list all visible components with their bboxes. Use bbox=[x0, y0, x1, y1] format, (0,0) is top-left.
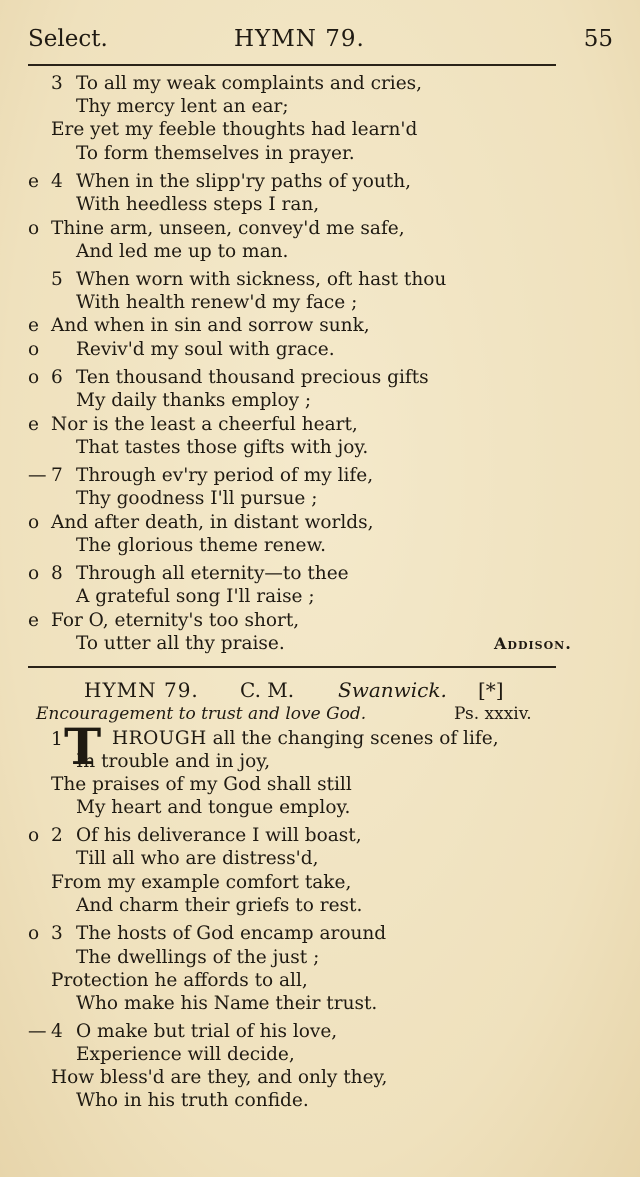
verse-line bbox=[28, 534, 588, 558]
verse-text: In trouble and in joy, bbox=[76, 751, 271, 772]
verse-text: Through ev'ry period of my life, bbox=[76, 465, 374, 486]
hymn-b-subtitle bbox=[36, 704, 596, 726]
hymn-b-first-line bbox=[112, 728, 499, 749]
verse-text: Thine arm, unseen, convey'd me safe, bbox=[51, 218, 405, 239]
verse-line bbox=[28, 922, 588, 946]
verse-text: Experience will decide, bbox=[76, 1044, 295, 1065]
verse-line bbox=[28, 796, 588, 820]
verse-text: My heart and tongue employ. bbox=[76, 797, 351, 818]
dynamics-mark: o bbox=[28, 923, 40, 944]
hymn-b-tune: Swanwick. bbox=[338, 678, 447, 702]
verse-line bbox=[28, 487, 588, 511]
verse-line bbox=[28, 413, 588, 437]
header-section: Select. bbox=[28, 26, 108, 52]
dynamics-mark: e bbox=[28, 315, 39, 336]
verse-text: Who make his Name their trust. bbox=[76, 993, 378, 1014]
verse-text: From my example comfort take, bbox=[51, 872, 352, 893]
header-title: HYMN 79. bbox=[234, 26, 365, 52]
verse-text: The praises of my God shall still bbox=[51, 774, 352, 795]
verse-line bbox=[28, 824, 588, 848]
dynamics-mark: — bbox=[28, 1021, 47, 1042]
verse-line bbox=[28, 946, 588, 970]
author-line bbox=[28, 632, 588, 656]
page-number: 55 bbox=[583, 26, 613, 52]
header-rule bbox=[28, 64, 556, 66]
verse-line bbox=[28, 389, 588, 413]
verse-text: When worn with sickness, oft hast thou bbox=[76, 269, 447, 290]
hymn-b-scripture: Ps. xxxiv. bbox=[454, 704, 532, 724]
verse-text: And when in sin and sorrow sunk, bbox=[51, 315, 370, 336]
verse-number: 3 bbox=[51, 923, 63, 944]
verse-text: And led me up to man. bbox=[76, 241, 289, 262]
verse-text: My daily thanks employ ; bbox=[76, 390, 312, 411]
verse-line bbox=[28, 314, 588, 338]
verse-text: When in the slipp'ry paths of youth, bbox=[76, 171, 412, 192]
verse-number: 4 bbox=[51, 1021, 63, 1042]
dynamics-mark: e bbox=[28, 610, 39, 631]
verse-text: To utter all thy praise. bbox=[76, 633, 285, 654]
verse-line bbox=[28, 170, 588, 194]
verse-line bbox=[28, 1089, 588, 1113]
verse-text: For O, eternity's too short, bbox=[51, 610, 300, 631]
verse-text: A grateful song I'll raise ; bbox=[76, 586, 315, 607]
verse-text: The dwellings of the just ; bbox=[76, 947, 320, 968]
verse-text: Protection he affords to all, bbox=[51, 970, 308, 991]
verse-line bbox=[28, 118, 588, 142]
verse-line bbox=[28, 240, 588, 264]
verse-number: 6 bbox=[51, 367, 63, 388]
verse-line bbox=[28, 142, 588, 166]
dynamics-mark: o bbox=[28, 563, 40, 584]
drop-cap: T bbox=[64, 717, 102, 776]
verse-line bbox=[28, 217, 588, 241]
verse-text: And charm their griefs to rest. bbox=[76, 895, 363, 916]
verse-line bbox=[28, 291, 588, 315]
verse-text: To all my weak complaints and cries, bbox=[76, 73, 423, 94]
verse-line bbox=[28, 562, 588, 586]
verse-text: That tastes those gifts with joy. bbox=[76, 437, 369, 458]
section-rule bbox=[28, 666, 556, 668]
verse-number: 3 bbox=[51, 73, 63, 94]
verse-line bbox=[28, 609, 588, 633]
verse-number: 2 bbox=[51, 825, 63, 846]
verse-text: Thy mercy lent an ear; bbox=[76, 96, 289, 117]
first-line-rest: all the changing scenes of life, bbox=[206, 728, 499, 749]
verse-text: Who in his truth confide. bbox=[76, 1090, 309, 1111]
dynamics-mark: e bbox=[28, 414, 39, 435]
verse-line bbox=[28, 773, 588, 797]
verse-line bbox=[28, 871, 588, 895]
verse-line bbox=[28, 193, 588, 217]
verse-line bbox=[28, 436, 588, 460]
verse-line bbox=[28, 72, 588, 96]
verse-text: Nor is the least a cheerful heart, bbox=[51, 414, 358, 435]
first-word-caps: HROUGH bbox=[112, 728, 207, 749]
verse-text: And after death, in distant worlds, bbox=[51, 512, 374, 533]
verse-line bbox=[28, 750, 588, 774]
dynamics-mark: o bbox=[28, 512, 40, 533]
verse-line bbox=[28, 268, 588, 292]
verse-text: Reviv'd my soul with grace. bbox=[76, 339, 335, 360]
hymn-b-mark: [*] bbox=[478, 678, 504, 702]
dynamics-mark: o bbox=[28, 339, 40, 360]
verse-line bbox=[28, 847, 588, 871]
verse-line bbox=[28, 1043, 588, 1067]
verse-text: O make but trial of his love, bbox=[76, 1021, 338, 1042]
running-header bbox=[28, 26, 613, 60]
verse-text: The hosts of God encamp around bbox=[76, 923, 387, 944]
verse-line bbox=[28, 1066, 588, 1090]
verse-number: 7 bbox=[51, 465, 63, 486]
verse-line bbox=[28, 1020, 588, 1044]
verse-number: 8 bbox=[51, 563, 63, 584]
verse-line bbox=[28, 894, 588, 918]
verse-line bbox=[28, 95, 588, 119]
verse-text: The glorious theme renew. bbox=[76, 535, 327, 556]
hymn-b-subtitle-text: Encouragement to trust and love God. bbox=[36, 704, 367, 724]
verse-line bbox=[28, 992, 588, 1016]
verse-text: How bless'd are they, and only they, bbox=[51, 1067, 388, 1088]
hymn-b-number: HYMN 79. bbox=[84, 678, 199, 702]
dynamics-mark: e bbox=[28, 171, 39, 192]
verse-line bbox=[28, 338, 588, 362]
hymn-b-meter: C. M. bbox=[240, 678, 295, 702]
verse-line bbox=[28, 511, 588, 535]
verse-number: 5 bbox=[51, 269, 63, 290]
verse-line bbox=[28, 464, 588, 488]
dynamics-mark: — bbox=[28, 465, 47, 486]
verse-text: Through all eternity—to thee bbox=[76, 563, 349, 584]
verse-text: To form themselves in prayer. bbox=[76, 143, 355, 164]
author-name: Addison. bbox=[494, 634, 572, 653]
verse-text: Ten thousand thousand precious gifts bbox=[76, 367, 429, 388]
verse-line bbox=[28, 366, 588, 390]
verse-line bbox=[28, 585, 588, 609]
verse-text: Of his deliverance I will boast, bbox=[76, 825, 362, 846]
verse-line bbox=[28, 969, 588, 993]
dynamics-mark: o bbox=[28, 825, 40, 846]
verse-number: 1 bbox=[51, 729, 63, 750]
dynamics-mark: o bbox=[28, 218, 40, 239]
verse-text: Ere yet my feeble thoughts had learn'd bbox=[51, 119, 418, 140]
verse-text: Till all who are distress'd, bbox=[76, 848, 319, 869]
verse-number: 4 bbox=[51, 171, 63, 192]
verse-text: Thy goodness I'll pursue ; bbox=[76, 488, 318, 509]
hymn-b-title bbox=[28, 678, 588, 704]
verse-text: With health renew'd my face ; bbox=[76, 292, 358, 313]
dynamics-mark: o bbox=[28, 367, 40, 388]
verse-text: With heedless steps I ran, bbox=[76, 194, 320, 215]
